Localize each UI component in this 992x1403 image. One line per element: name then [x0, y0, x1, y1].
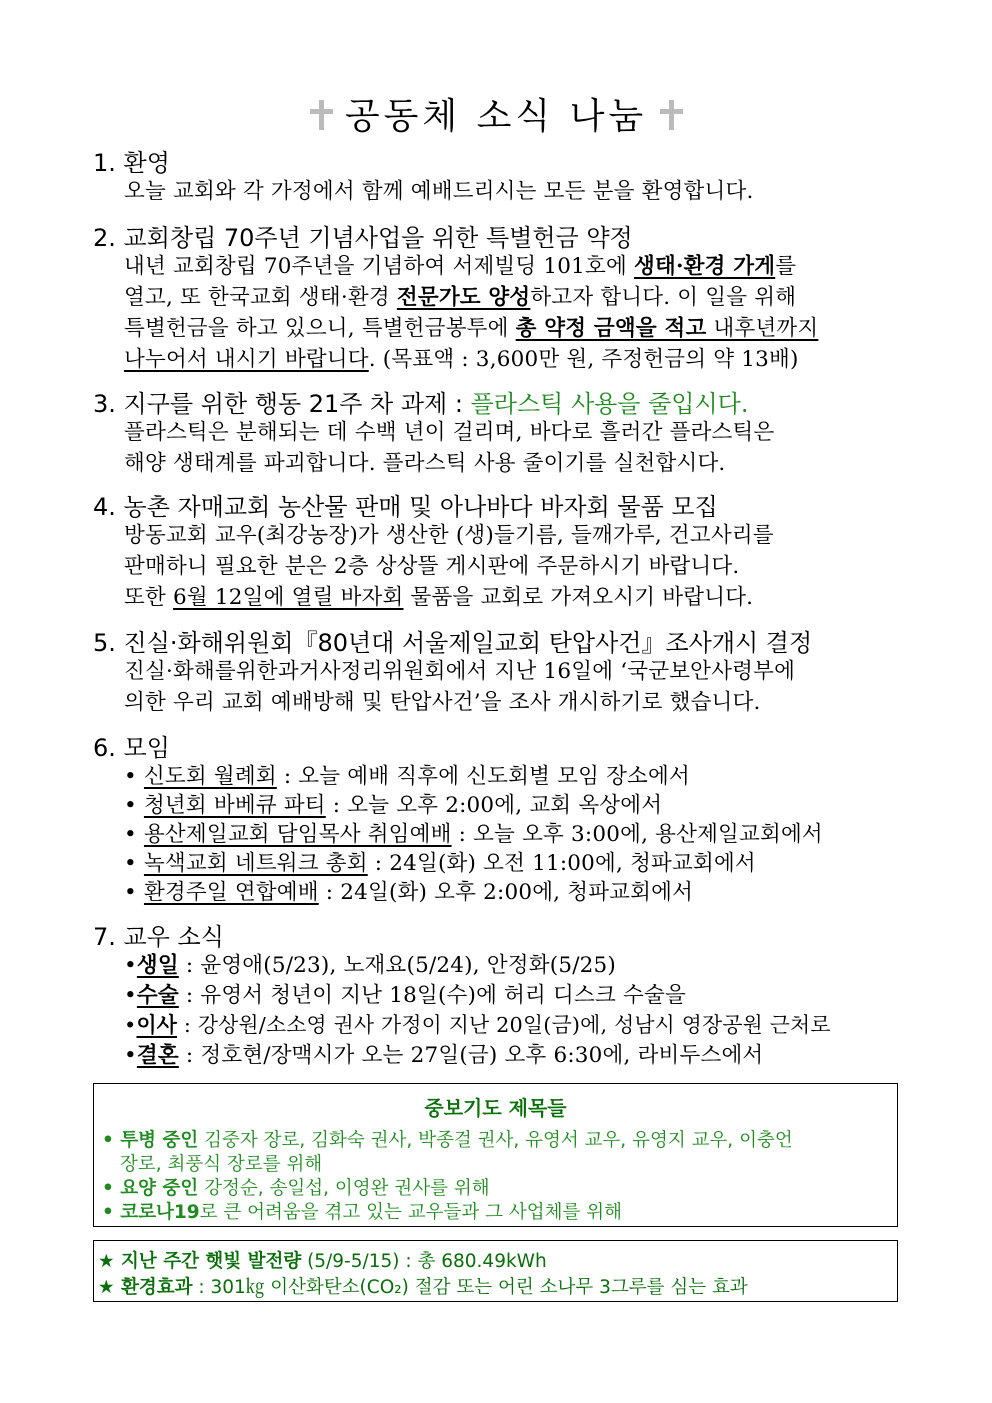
prayer-text: 김중자 장로, 김화숙 권사, 박종걸 권사, 유영서 교우, 유영지 교우, 이충언 [198, 1130, 793, 1151]
meeting-detail: : 오늘 예배 직후에 신도회별 모임 장소에서 [276, 764, 690, 789]
section-1-heading: 1. 환영 [93, 149, 170, 177]
section-2-line-3 [124, 311, 818, 342]
prayer-label: • 코로나19 [102, 1202, 200, 1223]
news-type: 이사 [136, 1012, 178, 1037]
section-4-heading: 4. 농촌 자매교회 농산물 판매 및 아나바다 바자회 물품 모집 [93, 493, 718, 521]
energy-text: : 301㎏ 이산화탄소(CO₂) 절감 또는 어린 소나무 3그루를 심는 효과 [192, 1277, 748, 1298]
prayer-text: 강정순, 송일섭, 이영완 권사를 위해 [198, 1178, 490, 1199]
meeting-detail: : 24일(화) 오후 2:00에, 청파교회에서 [318, 880, 694, 905]
bullet: • [124, 1043, 137, 1068]
bullet: • [124, 880, 137, 905]
energy-text: (5/9-5/15) : 총 680.49kWh [301, 1251, 547, 1272]
meeting-item [124, 875, 693, 906]
prayer-item [102, 1126, 793, 1152]
section-5-line-1: 진실·화해를위한과거사정리위원회에서 지난 16일에 ‘국군보안사령부에 [124, 659, 796, 684]
meeting-name: 청년회 바베큐 파티 [143, 793, 326, 818]
bullet: • [124, 1013, 137, 1037]
energy-label: ★ 지난 주간 햇빛 발전량 [98, 1251, 302, 1272]
member-news-item [124, 1038, 763, 1069]
news-type: 수술 [136, 983, 179, 1008]
highlight-text: 플라스틱 사용을 줄입시다. [470, 390, 749, 418]
member-news-item [124, 948, 616, 979]
bullet: • [124, 793, 137, 818]
news-type: 결혼 [136, 1043, 179, 1068]
section-3-line-2: 해양 생태계를 파괴합니다. 플라스틱 사용 줄이기를 실천합시다. [124, 451, 726, 476]
underlined-text: 내후년까지 [706, 316, 819, 341]
section-7-heading: 7. 교우 소식 [93, 923, 224, 951]
section-3-line-1: 플라스틱은 분해되는 데 수백 년이 걸리며, 바다로 흘러간 플라스틱은 [124, 420, 775, 445]
news-detail: : 정호현/장맥시가 오는 27일(금) 오후 6:30에, 라비두스에서 [178, 1043, 764, 1068]
section-3-heading [93, 384, 749, 419]
section-6-heading: 6. 모임 [93, 734, 170, 762]
section-5-heading: 5. 진실·화해위원회『80년대 서울제일교회 탄압사건』조사개시 결정 [93, 629, 813, 657]
bullet: • [124, 764, 137, 789]
prayer-item-continued: 장로, 최풍식 장로를 위해 [120, 1154, 323, 1175]
text: 또한 [124, 585, 173, 610]
prayer-item [102, 1198, 622, 1224]
text: . (목표액 : 3,600만 원, 주정헌금의 약 13배) [368, 347, 799, 372]
section-2-line-4 [124, 342, 799, 373]
meeting-detail: : 오늘 오후 2:00에, 교회 옥상에서 [325, 793, 663, 818]
section-4-line-3 [124, 580, 753, 611]
emphasis-text: 총 약정 금액을 적고 [515, 316, 707, 341]
section-2-line-2 [124, 280, 796, 311]
meeting-name: 녹색교회 네트워크 총회 [143, 851, 368, 876]
section-2-line-1 [124, 249, 796, 280]
bullet: • [124, 822, 137, 847]
emphasis-text: 생태·환경 가게 [634, 254, 776, 279]
meeting-item [124, 759, 690, 790]
member-news-item [124, 978, 686, 1009]
section-4-line-2: 판매하니 필요한 분은 2층 상상뜰 게시판에 주문하시기 바랍니다. [124, 554, 740, 579]
section-2-heading: 2. 교회창립 70주년 기념사업을 위한 특별헌금 약정 [93, 224, 633, 252]
bullet: • [124, 953, 137, 978]
meeting-name: 용산제일교회 담임목사 취임예배 [143, 822, 452, 847]
energy-line-1 [98, 1247, 547, 1273]
section-5-line-2: 의한 우리 교회 예배방해 및 탄압사건’을 조사 개시하기로 했습니다. [124, 690, 761, 715]
meeting-name: 환경주일 연합예배 [143, 880, 319, 905]
news-type: 생일 [136, 953, 179, 978]
bullet: • [124, 983, 137, 1008]
text: 내년 교회창립 70주년을 기념하여 서제빌딩 101호에 [124, 254, 635, 279]
meeting-detail: : 오늘 오후 3:00에, 용산제일교회에서 [451, 822, 823, 847]
news-detail: : 강상원/소소영 권사 가정이 지난 20일(금)에, 성남시 영장공원 근처로 [177, 1013, 831, 1037]
news-detail: : 유영서 청년이 지난 18일(수)에 허리 디스크 수술을 [178, 983, 686, 1008]
text: 하고자 합니다. 이 일을 위해 [530, 285, 797, 310]
cross-icon [307, 98, 335, 132]
text: 물품을 교회로 가져오시기 바랍니다. [403, 585, 754, 610]
news-detail: : 윤영애(5/23), 노재요(5/24), 안정화(5/25) [178, 953, 616, 978]
emphasis-text: 전문가도 양성 [396, 285, 531, 310]
meeting-name: 신도회 월례회 [143, 764, 277, 789]
cross-icon [657, 98, 685, 132]
text: 3. 지구를 위한 행동 21주 차 과제 : [93, 390, 471, 418]
meeting-item [124, 817, 823, 848]
text: 를 [775, 254, 797, 279]
text: 열고, 또 한국교회 생태·환경 [124, 285, 397, 310]
prayer-item [102, 1174, 490, 1200]
text: 특별헌금을 하고 있으니, 특별헌금봉투에 [124, 316, 516, 341]
energy-line-2 [98, 1273, 748, 1299]
page-title-text: 공동체 소식 나눔 [344, 96, 648, 137]
energy-label: ★ 환경효과 [98, 1277, 193, 1298]
meeting-item [124, 846, 756, 877]
section-4-line-1: 방동교회 교우(최강농장)가 생산한 (생)들기름, 들깨가루, 건고사리를 [124, 523, 774, 548]
prayer-label: • 투병 중인 [102, 1130, 199, 1151]
meeting-detail: : 24일(화) 오전 11:00에, 청파교회에서 [367, 851, 756, 876]
member-news-item [124, 1008, 831, 1038]
underlined-text: 6월 12일에 열릴 바자회 [172, 585, 404, 610]
bullet: • [124, 851, 137, 876]
section-1-text: 오늘 교회와 각 가정에서 함께 예배드리시는 모든 분을 환영합니다. [124, 179, 754, 204]
prayer-box-title: 중보기도 제목들 [424, 1096, 567, 1120]
prayer-text: 로 큰 어려움을 겪고 있는 교우들과 그 사업체를 위해 [199, 1202, 622, 1223]
prayer-label: • 요양 중인 [102, 1178, 199, 1199]
page-title [0, 88, 992, 139]
meeting-item [124, 788, 662, 819]
underlined-text: 나누어서 내시기 바랍니다 [124, 347, 369, 372]
